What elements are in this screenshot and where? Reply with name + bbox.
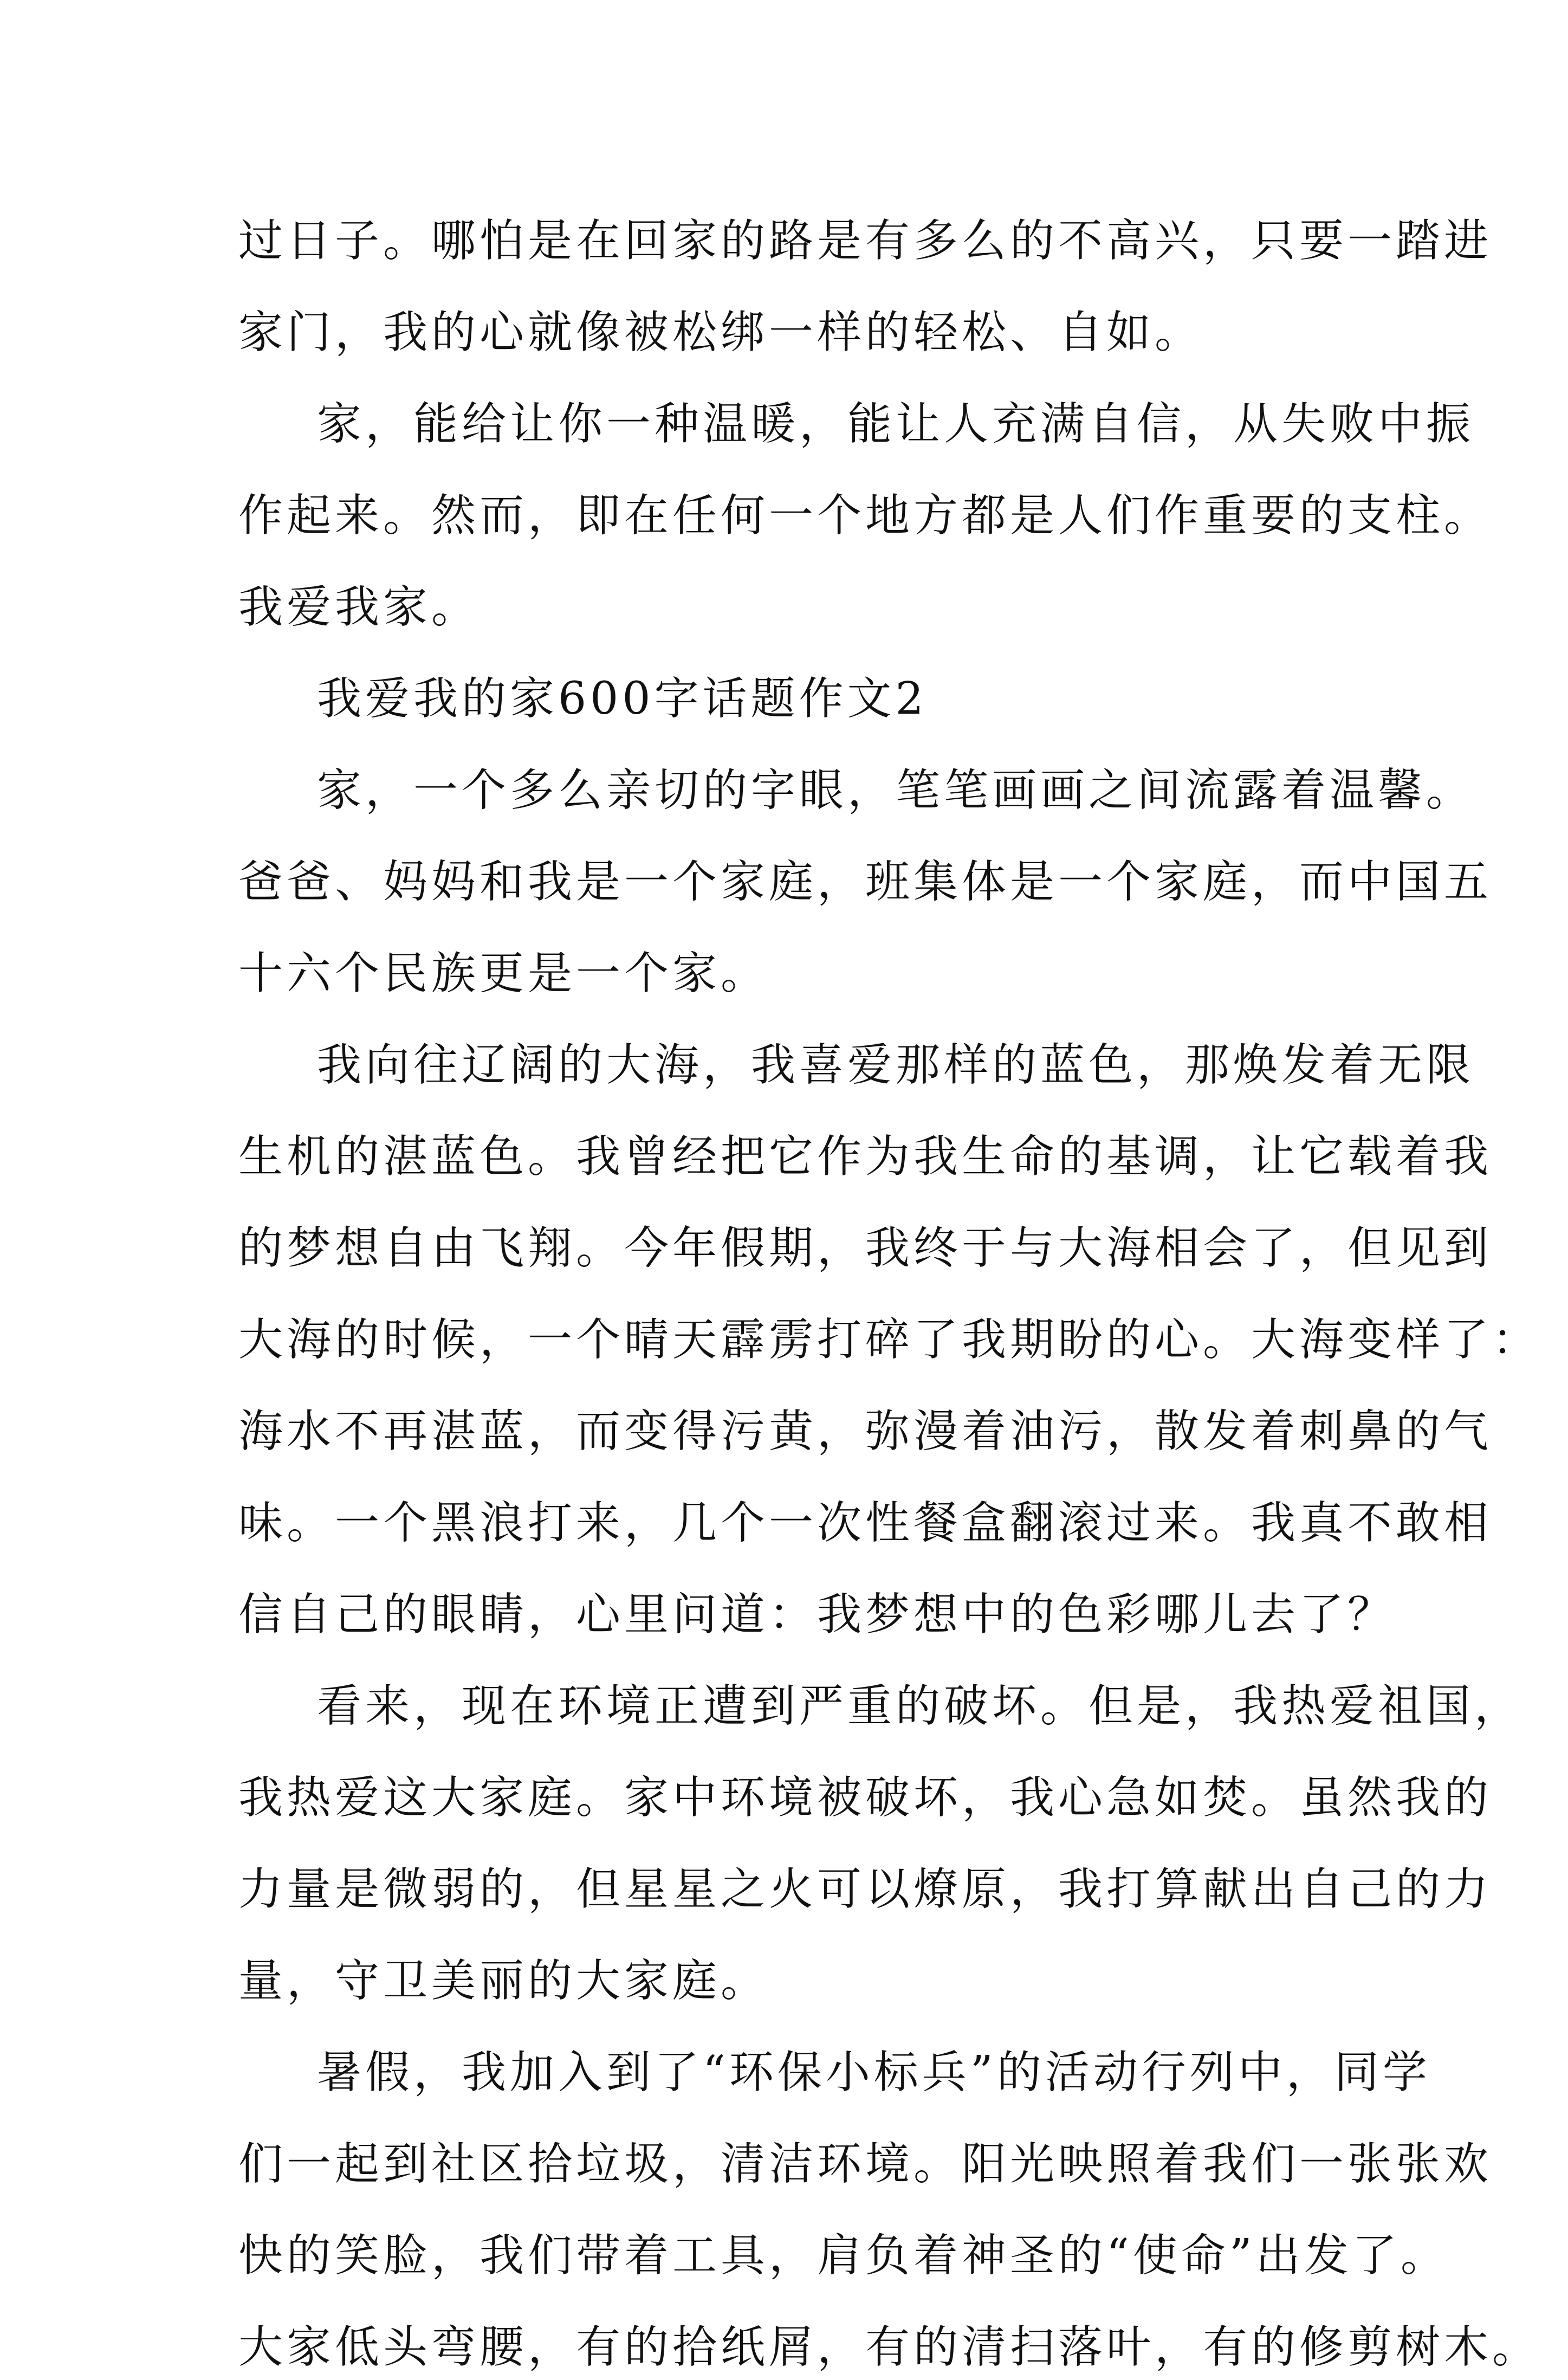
text-line: 我爱我家。 [238, 581, 480, 633]
text-line: 生机的湛蓝色。我曾经把它作为我生命的基调，让它载着我 [238, 1131, 1493, 1182]
text-line: 家，能给让你一种温暖，能让人充满自信，从失败中振 [317, 398, 1475, 450]
text-line: 我向往辽阔的大海，我喜爱那样的蓝色，那焕发着无限 [317, 1039, 1475, 1091]
text-line: 家，一个多么亲切的字眼，笔笔画画之间流露着温馨。 [317, 765, 1475, 816]
text-line: 们一起到社区拾垃圾，清洁环境。阳光映照着我们一张张欢 [238, 2138, 1493, 2190]
text-line: 量，守卫美丽的大家庭。 [238, 1955, 769, 2007]
text-line: 海水不再湛蓝，而变得污黄，弥漫着油污，散发着刺鼻的气 [238, 1406, 1493, 1457]
text-line: 的梦想自由飞翔。今年假期，我终于与大海相会了，但见到 [238, 1223, 1493, 1274]
text-line: 大海的时候，一个晴天霹雳打碎了我期盼的心。大海变样了： [238, 1314, 1541, 1366]
text-line: 味。一个黑浪打来，几个一次性餐盒翻滚过来。我真不敢相 [238, 1497, 1493, 1549]
text-line: 看来，现在环境正遭到严重的破坏。但是，我热爱祖国， [317, 1680, 1523, 1732]
text-line: 快的笑脸，我们带着工具，肩负着神圣的“使命”出发了。 [238, 2230, 1449, 2281]
text-line: 过日子。哪怕是在回家的路是有多么的不高兴，只要一踏进 [238, 215, 1493, 267]
text-line: 家门，我的心就像被松绑一样的轻松、自如。 [238, 307, 1203, 358]
section-heading: 我爱我的家600字话题作文2 [317, 673, 928, 725]
text-line: 力量是微弱的，但星星之火可以燎原，我打算献出自己的力 [238, 1864, 1493, 1915]
text-line: 我热爱这大家庭。家中环境被破坏，我心急如焚。虽然我的 [238, 1772, 1493, 1823]
text-line: 信自己的眼睛，心里问道：我梦想中的色彩哪儿去了？ [238, 1589, 1396, 1640]
text-line: 作起来。然而，即在任何一个地方都是人们作重要的支柱。 [238, 490, 1493, 541]
text-line: 爸爸、妈妈和我是一个家庭，班集体是一个家庭，而中国五 [238, 856, 1493, 908]
text-line: 暑假，我加入到了“环保小标兵”的活动行列中，同学 [317, 2047, 1431, 2098]
text-line: 十六个民族更是一个家。 [238, 948, 769, 999]
text-line: 大家低头弯腰，有的拾纸屑，有的清扫落叶，有的修剪树木。 [238, 2321, 1541, 2373]
